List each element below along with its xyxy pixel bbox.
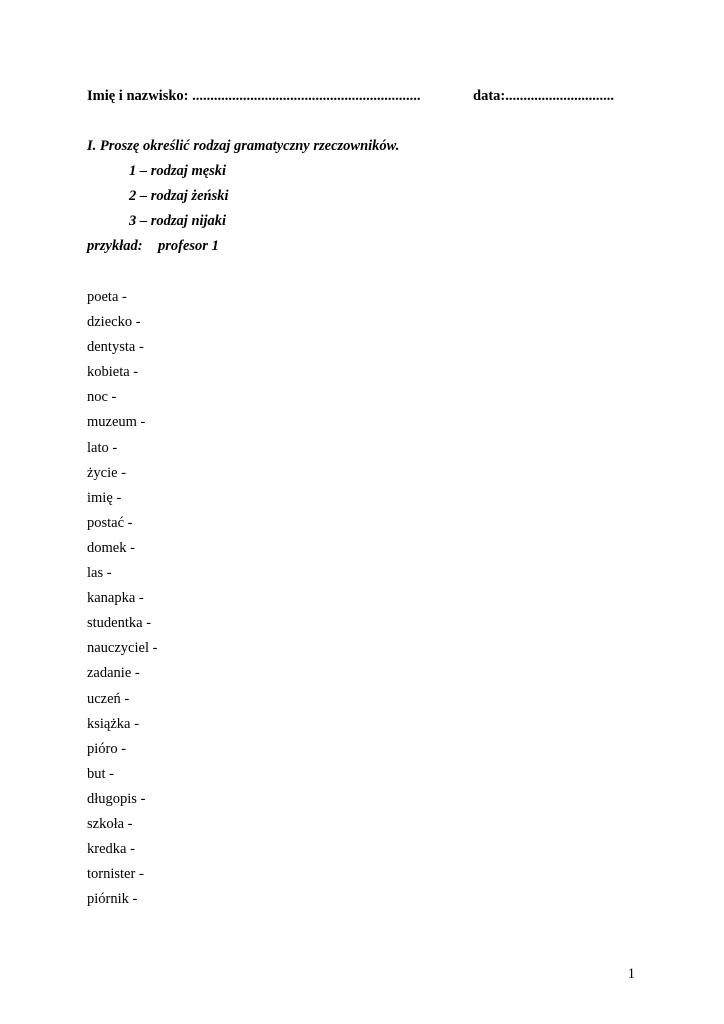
noun-list-item: studentka -	[87, 615, 152, 632]
example-line	[87, 238, 219, 255]
noun-list-item: kanapka -	[87, 590, 144, 607]
noun-list-item: długopis -	[87, 790, 146, 807]
noun-list	[87, 289, 157, 916]
noun-list-item: noc -	[87, 389, 117, 406]
noun-list-item: zadanie -	[87, 665, 140, 682]
noun-list-item: nauczyciel -	[87, 640, 158, 657]
noun-list-item: uczeń -	[87, 690, 130, 707]
noun-list-item: kobieta -	[87, 364, 139, 381]
gender-legend	[129, 163, 229, 238]
task-title: I. Proszę określić rodzaj gramatyczny rzeczowników.	[87, 138, 400, 154]
name-field-label: Imię i nazwisko: ...............................................................	[87, 88, 421, 104]
noun-list-item: postać -	[87, 514, 133, 531]
noun-list-item: książka -	[87, 715, 139, 732]
noun-list-item: dentysta -	[87, 339, 144, 356]
noun-list-item: kredka -	[87, 841, 135, 858]
noun-list-item: piórnik -	[87, 891, 138, 908]
noun-list-item: poeta -	[87, 289, 127, 305]
page-number: 1	[627, 966, 635, 982]
noun-list-item: but -	[87, 765, 114, 782]
noun-list-item: dziecko -	[87, 314, 141, 331]
noun-list-item: szkoła -	[87, 815, 133, 832]
noun-list-item: lato -	[87, 439, 118, 456]
noun-list-item: domek -	[87, 539, 135, 556]
legend-item-feminine: 2 – rodzaj żeński	[129, 188, 229, 204]
noun-list-item: imię -	[87, 489, 122, 506]
noun-list-item: tornister -	[87, 866, 144, 883]
legend-item-masculine: 1 – rodzaj męski	[129, 163, 227, 179]
noun-list-item: pióro -	[87, 740, 127, 757]
noun-list-item: muzeum -	[87, 414, 146, 431]
example-value: profesor 1	[158, 238, 219, 254]
example-label: przykład:	[87, 238, 143, 254]
legend-item-neuter: 3 – rodzaj nijaki	[129, 213, 227, 229]
noun-list-item: życie -	[87, 464, 127, 481]
date-field-label: data:..............................	[473, 88, 614, 104]
header-line	[87, 88, 647, 108]
noun-list-item: las -	[87, 565, 112, 582]
